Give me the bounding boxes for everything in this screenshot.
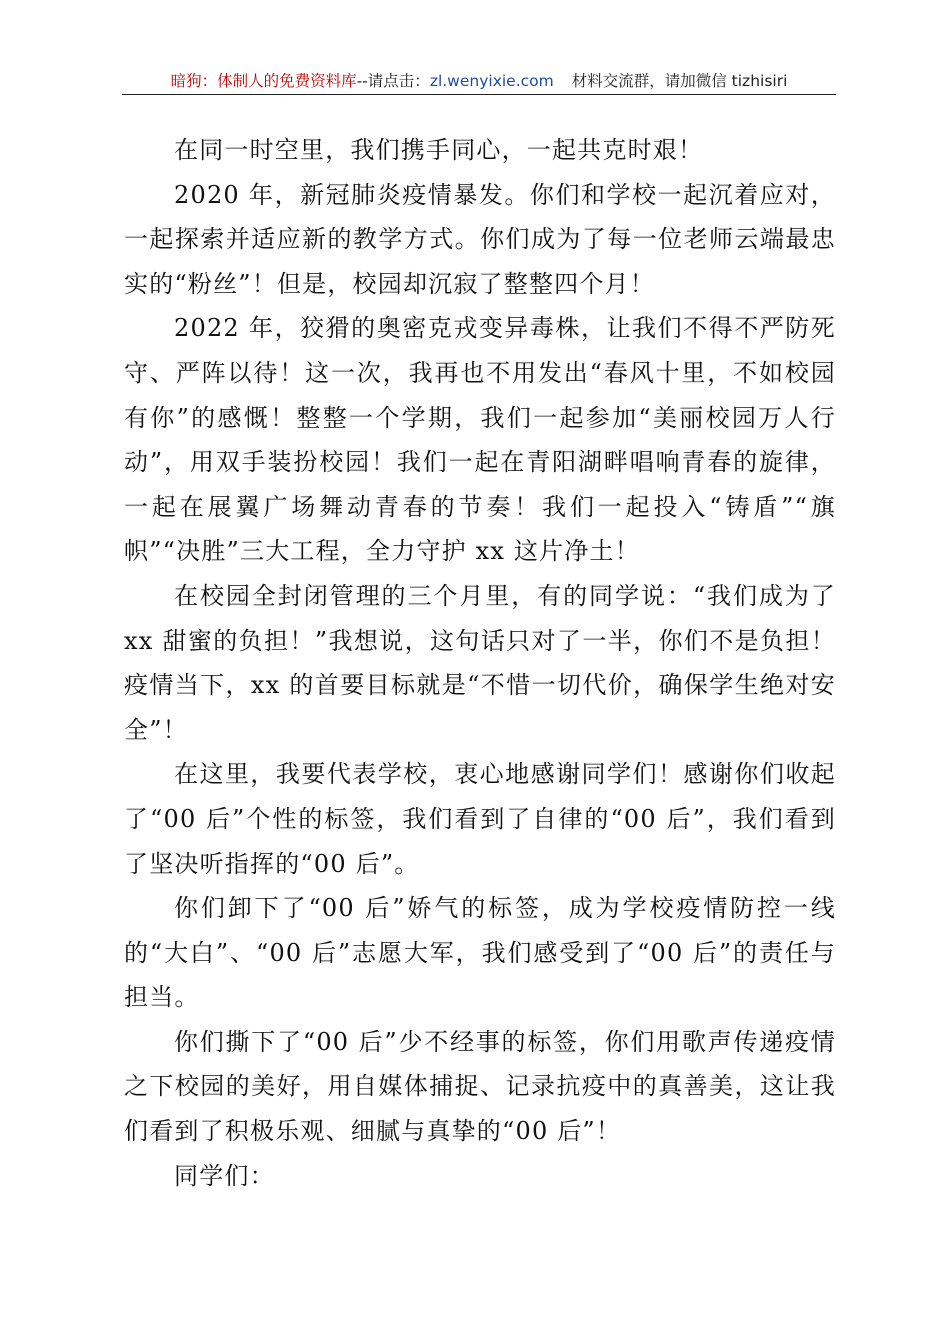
header-click-prompt: --请点击：: [356, 72, 430, 90]
header-divider: [122, 94, 836, 95]
page-header: [122, 70, 836, 92]
paragraph: 你们撕下了“00 后”少不经事的标签，你们用歌声传递疫情之下校园的美好，用自媒体捕捉、记录抗疫中的真善美，这让我们看到了积极乐观、细腻与真挚的“00 后”！: [124, 1027, 836, 1146]
paragraph: 2022 年，狡猾的奥密克戎变异毒株，让我们不得不严防死守、严阵以待！这一次，我再也不用发出“春风十里，不如校园有你”的感慨！整整一个学期，我们一起参加“美丽校园万人行动”，用双手装扮校园！我们一起在青阳湖畔唱响青春的旋律，一起在展翼广场舞动青春的节奏！我们一起投入“铸盾”“旗帜”“决胜”三大工程，全力守护 xx 这片净土！: [124, 314, 836, 566]
paragraph: 同学们：: [174, 1161, 275, 1190]
header-url-link[interactable]: zl.wenyixie.com: [429, 72, 554, 90]
paragraph: 2020 年，新冠肺炎疫情暴发。你们和学校一起沉着应对，一起探索并适应新的教学方式。你们成为了每一位老师云端最忠实的“粉丝”！但是，校园却沉寂了整整四个月！: [124, 180, 836, 298]
paragraph: 在同一时空里，我们携手同心，一起共克时艰！: [174, 136, 704, 164]
paragraph: 在这里，我要代表学校，衷心地感谢同学们！感谢你们收起了“00 后”个性的标签，我们看到了自律的“00 后”，我们看到了坚决听指挥的“00 后”。: [124, 760, 836, 878]
paragraph: 在校园全封闭管理的三个月里，有的同学说：“我们成为了 xx 甜蜜的负担！”我想说，这句话只对了一半，你们不是负担！疫情当下，xx 的首要目标就是“不惜一切代价，确保学生绝对安全”！: [124, 581, 836, 744]
header-site-name: 暗狗：体制人的免费资料库: [170, 72, 357, 90]
paragraph: 你们卸下了“00 后”娇气的标签，成为学校疫情防控一线的“大白”、“00 后”志愿大军，我们感受到了“00 后”的责任与担当。: [124, 894, 836, 1012]
document-body: [124, 128, 836, 1198]
header-contact: 材料交流群，请加微信 tizhisiri: [571, 72, 788, 90]
